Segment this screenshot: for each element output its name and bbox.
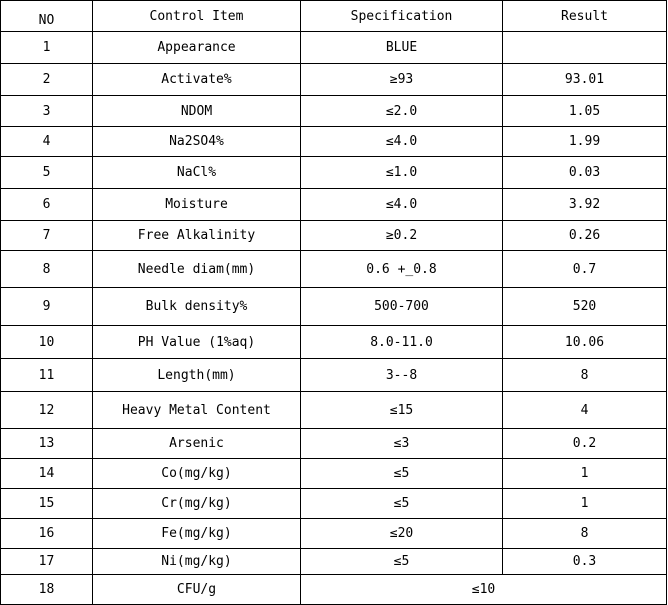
specification-cell: ≤1.0 [301,157,503,189]
specification-cell: ≤5 [301,549,503,575]
result-cell [503,32,667,64]
control-item-cell: Activate% [93,64,301,96]
row-number: 8 [1,251,93,288]
control-item-cell: Appearance [93,32,301,64]
result-cell: 4 [503,392,667,429]
specification-cell: ≤4.0 [301,127,503,157]
table-row [1,251,667,288]
result-cell: 8 [503,359,667,392]
header-specification: Specification [301,1,503,32]
specification-cell: 0.6 +_0.8 [301,251,503,288]
specification-cell: BLUE [301,32,503,64]
control-item-cell: PH Value (1%aq) [93,326,301,359]
specification-cell: 3--8 [301,359,503,392]
control-item-cell: Length(mm) [93,359,301,392]
row-number: 17 [1,549,93,575]
table-row [1,549,667,575]
row-number: 1 [1,32,93,64]
control-item-cell: Bulk density% [93,288,301,326]
result-cell: 1.05 [503,96,667,127]
result-cell: 0.7 [503,251,667,288]
control-item-cell: Needle diam(mm) [93,251,301,288]
result-cell: 1.99 [503,127,667,157]
row-number: 11 [1,359,93,392]
row-number: 6 [1,189,93,221]
control-item-cell: Co(mg/kg) [93,459,301,489]
table-row-last [1,575,667,605]
control-item-cell: Cr(mg/kg) [93,489,301,519]
table-header-row [1,1,667,32]
table-row [1,359,667,392]
control-item-cell: CFU/g [93,575,301,605]
table-row [1,189,667,221]
control-item-cell: Ni(mg/kg) [93,549,301,575]
row-number: 18 [1,575,93,605]
specification-cell: ≤2.0 [301,96,503,127]
row-number: 5 [1,157,93,189]
result-cell: 93.01 [503,64,667,96]
row-number: 10 [1,326,93,359]
control-item-cell: Na2SO4% [93,127,301,157]
table-row [1,32,667,64]
table-row [1,459,667,489]
table-row [1,326,667,359]
result-cell: 0.26 [503,221,667,251]
control-item-cell: Moisture [93,189,301,221]
control-item-cell: NaCl% [93,157,301,189]
specification-cell: ≥93 [301,64,503,96]
header-no: NO [1,1,93,32]
row-number: 16 [1,519,93,549]
specification-cell: ≤4.0 [301,189,503,221]
header-result: Result [503,1,667,32]
row-number: 13 [1,429,93,459]
result-cell: 8 [503,519,667,549]
table-row [1,519,667,549]
specification-cell: ≤15 [301,392,503,429]
table-row [1,288,667,326]
control-item-cell: Fe(mg/kg) [93,519,301,549]
table-row [1,489,667,519]
table-row [1,96,667,127]
table-row [1,64,667,96]
result-cell: 10.06 [503,326,667,359]
specification-cell: ≥0.2 [301,221,503,251]
result-cell: 520 [503,288,667,326]
specification-cell: ≤5 [301,489,503,519]
table-row [1,392,667,429]
control-item-cell: Free Alkalinity [93,221,301,251]
control-item-cell: NDOM [93,96,301,127]
specification-cell-merged: ≤10 [301,575,667,605]
result-cell: 1 [503,489,667,519]
table-row [1,429,667,459]
specification-cell: ≤5 [301,459,503,489]
row-number: 3 [1,96,93,127]
row-number: 4 [1,127,93,157]
row-number: 12 [1,392,93,429]
specification-cell: ≤20 [301,519,503,549]
specification-cell: 8.0-11.0 [301,326,503,359]
table-row [1,221,667,251]
row-number: 9 [1,288,93,326]
row-number: 7 [1,221,93,251]
table-row [1,157,667,189]
result-cell: 1 [503,459,667,489]
header-control-item: Control Item [93,1,301,32]
result-cell: 0.3 [503,549,667,575]
row-number: 14 [1,459,93,489]
specification-cell: 500-700 [301,288,503,326]
result-cell: 3.92 [503,189,667,221]
specification-cell: ≤3 [301,429,503,459]
table-row [1,127,667,157]
row-number: 15 [1,489,93,519]
control-item-cell: Arsenic [93,429,301,459]
result-cell: 0.03 [503,157,667,189]
result-cell: 0.2 [503,429,667,459]
control-item-cell: Heavy Metal Content [93,392,301,429]
row-number: 2 [1,64,93,96]
